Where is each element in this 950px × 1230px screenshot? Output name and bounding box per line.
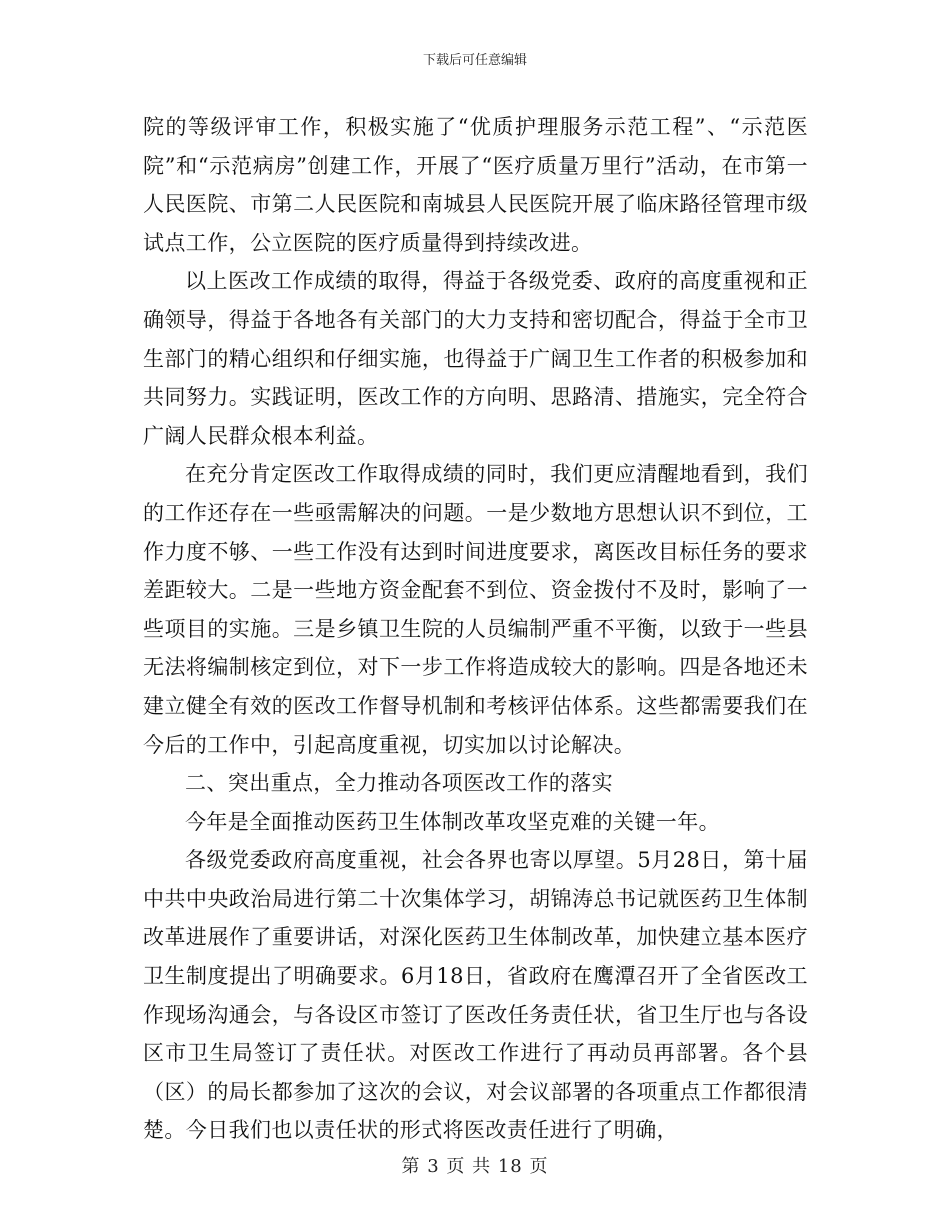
paragraph-continued: 院的等级评审工作，积极实施了“优质护理服务示范工程”、“示范医院”和“示范病房”创建工作，开展了“医疗质量万里行”活动，在市第一人民医院、市第二人民医院和南城县人民医院开展了临床路径管理市级试点工作，公立医院的医疗质量得到持续改进。 [143, 115, 808, 255]
page-header: 下载后可任意编辑 [422, 53, 527, 68]
document-body [143, 108, 808, 1150]
paragraph-achievements: 以上医改工作成绩的取得，得益于各级党委、政府的高度重视和正确领导，得益于各地各有关部门的大力支持和密切配合，得益于全市卫生部门的精心组织和仔细实施，也得益于广阔卫生工作者的积极参加和共同努力。实践证明，医改工作的方向明、思路清、措施实，完全符合广阔人民群众根本利益。 [143, 269, 808, 448]
page-number-footer: 第 3 页 共 18 页 [401, 1156, 549, 1177]
paragraph-key-year: 今年是全面推动医药卫生体制改革攻坚克难的关键一年。 [185, 809, 720, 834]
section-heading: 二、突出重点，全力推动各项医改工作的落实 [185, 771, 613, 796]
paragraph-party-attention: 各级党委政府高度重视，社会各界也寄以厚望。5月28日，第十届中共中央政治局进行第二十次集体学习，胡锦涛总书记就医药卫生体制改革进展作了重要讲话，对深化医药卫生体制改革，加快建立基本医疗卫生制度提出了明确要求。6月18日，省政府在鹰潭召开了全省医改工作现场沟通会，与各设区市签订了医改任务责任状，省卫生厅也与各设区市卫生局签订了责任状。对医改工作进行了再动员再部署。各个县（区）的局长都参加了这次的会议，对会议部署的各项重点工作都很清楚。今日我们也以责任状的形式将医改责任进行了明确， [143, 848, 808, 1143]
paragraph-problems: 在充分肯定医改工作取得成绩的同时，我们更应清醒地看到，我们的工作还存在一些亟需解决的问题。一是少数地方思想认识不到位，工作力度不够、一些工作没有达到时间进度要求，离医改目标任务的要求差距较大。二是一些地方资金配套不到位、资金拨付不及时，影响了一些项目的实施。三是乡镇卫生院的人员编制严重不平衡，以致于一些县无法将编制核定到位，对下一步工作将造成较大的影响。四是各地还未建立健全有效的医改工作督导机制和考核评估体系。这些都需要我们在今后的工作中，引起高度重视，切实加以讨论解决。 [143, 462, 808, 757]
